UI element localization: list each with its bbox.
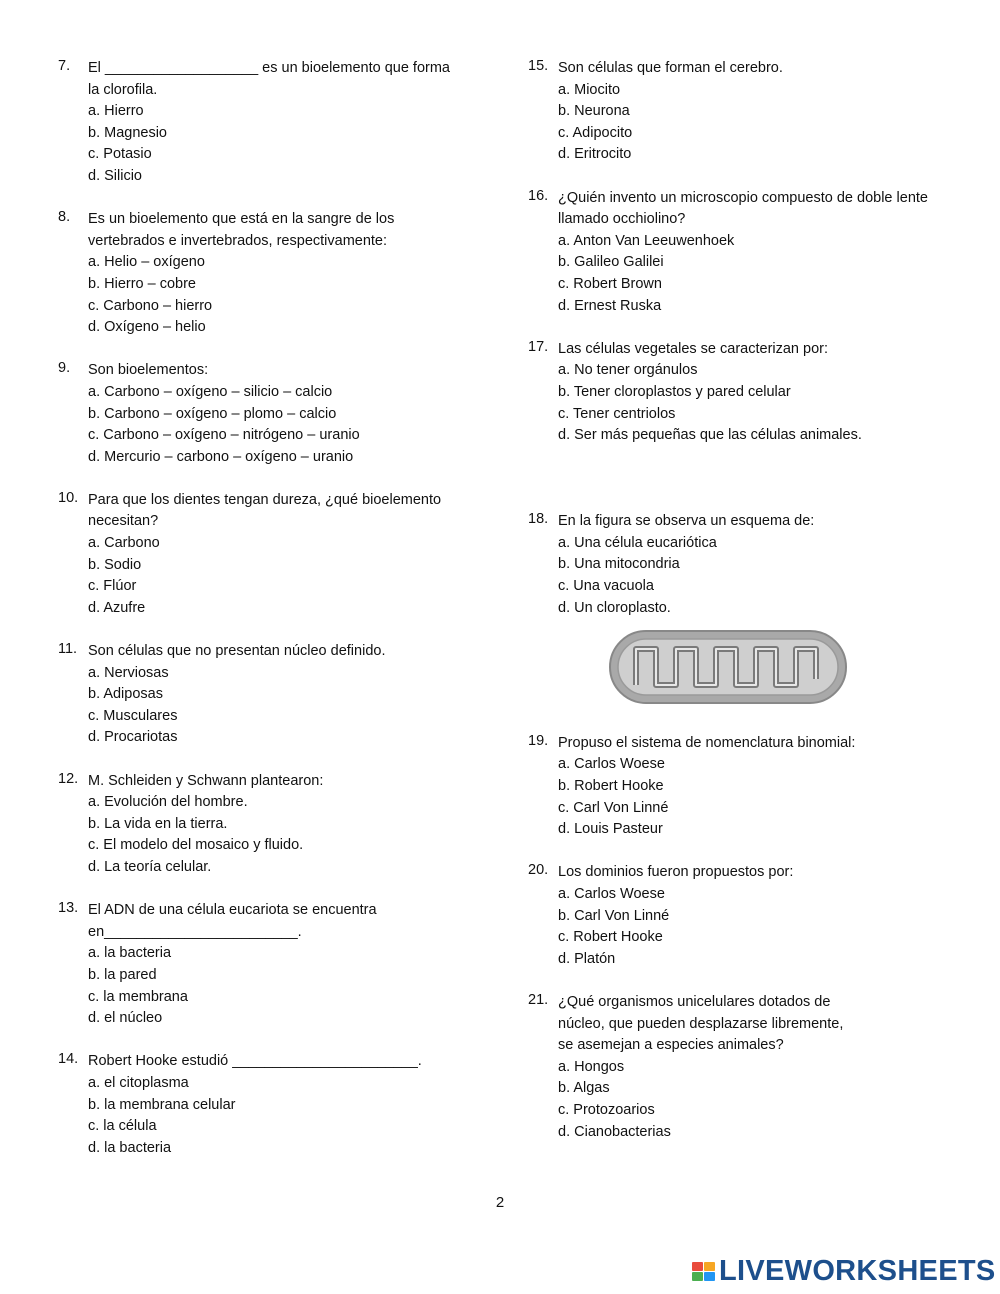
answer-option[interactable]: c. la célula bbox=[88, 1118, 157, 1135]
answer-option[interactable]: d. la bacteria bbox=[88, 1139, 172, 1156]
logo-block bbox=[692, 1262, 703, 1271]
answer-option[interactable]: a. Carlos Woese bbox=[558, 756, 665, 773]
answer-option[interactable]: a. Carbono – oxígeno – silicio – calcio bbox=[88, 383, 333, 400]
question-text: necesitan? bbox=[88, 513, 159, 530]
left-column bbox=[58, 58, 478, 1159]
answer-option[interactable]: d. La teoría celular. bbox=[88, 858, 212, 875]
answer-option[interactable]: c. Protozoarios bbox=[558, 1101, 655, 1118]
answer-option[interactable]: b. Hierro – cobre bbox=[88, 275, 196, 292]
answer-option[interactable]: d. Oxígeno – helio bbox=[88, 319, 206, 336]
question-19 bbox=[528, 733, 968, 841]
answer-option[interactable]: d. Eritrocito bbox=[558, 146, 632, 163]
answer-option[interactable]: c. Carbono – oxígeno – nitrógeno – uranio bbox=[88, 427, 360, 444]
question-number: 8. bbox=[58, 209, 71, 226]
question-10 bbox=[58, 490, 478, 620]
answer-option[interactable]: b. la pared bbox=[88, 966, 157, 983]
question-number: 10. bbox=[58, 489, 79, 506]
answer-option[interactable]: a. Evolución del hombre. bbox=[88, 794, 248, 811]
question-text: M. Schleiden y Schwann plantearon: bbox=[88, 772, 324, 789]
answer-option[interactable]: b. Neurona bbox=[558, 103, 630, 120]
question-text: Es un bioelemento que está en la sangre de los bbox=[88, 211, 395, 228]
page-number: 2 bbox=[495, 1194, 505, 1211]
question-16 bbox=[528, 188, 968, 318]
answer-option[interactable]: a. la bacteria bbox=[88, 945, 172, 962]
logo-block bbox=[704, 1272, 715, 1281]
answer-option[interactable]: b. Algas bbox=[558, 1080, 610, 1097]
question-text: Las células vegetales se caracterizan por: bbox=[558, 340, 829, 357]
question-number: 16. bbox=[528, 187, 549, 204]
answer-option[interactable]: b. Sodio bbox=[88, 556, 142, 573]
question-text: Para que los dientes tengan dureza, ¿qué bioelemento bbox=[88, 491, 442, 508]
question-18 bbox=[528, 511, 968, 711]
question-text: El ADN de una célula eucariota se encuentra bbox=[88, 902, 377, 919]
question-text: El ___________________ es un bioelemento que forma bbox=[88, 60, 450, 76]
liveworksheets-logo[interactable] bbox=[692, 1255, 996, 1288]
question-text: Propuso el sistema de nomenclatura binomial: bbox=[558, 734, 856, 751]
answer-option[interactable]: b. Adiposas bbox=[88, 686, 163, 703]
question-text: Los dominios fueron propuestos por: bbox=[558, 864, 794, 881]
question-text: la clorofila. bbox=[88, 81, 158, 98]
answer-option[interactable]: d. el núcleo bbox=[88, 1010, 163, 1027]
question-20 bbox=[528, 862, 968, 970]
answer-option[interactable]: c. Adipocito bbox=[558, 124, 633, 141]
right-column bbox=[528, 58, 968, 1143]
question-number: 15. bbox=[528, 58, 549, 74]
question-number: 20. bbox=[528, 862, 549, 879]
question-number: 11. bbox=[58, 641, 78, 658]
answer-option[interactable]: a. Hierro bbox=[88, 103, 144, 120]
answer-option[interactable]: a. Una célula eucariótica bbox=[558, 534, 717, 551]
answer-option[interactable]: d. Silicio bbox=[88, 167, 142, 184]
answer-option[interactable]: a. Helio – oxígeno bbox=[88, 254, 205, 271]
question-number: 21. bbox=[528, 991, 549, 1008]
question-7 bbox=[58, 58, 478, 188]
question-14 bbox=[58, 1051, 478, 1159]
answer-option[interactable]: c. la membrana bbox=[88, 988, 188, 1005]
question-text: en________________________. bbox=[88, 923, 302, 940]
answer-option[interactable]: c. Tener centriolos bbox=[558, 405, 676, 422]
answer-option[interactable]: a. Miocito bbox=[558, 81, 621, 98]
logo-block bbox=[704, 1262, 715, 1271]
question-number: 7. bbox=[58, 58, 71, 74]
answer-option[interactable]: c. Robert Hooke bbox=[558, 929, 663, 946]
answer-option[interactable]: a. Anton Van Leeuwenhoek bbox=[558, 232, 735, 249]
answer-option[interactable]: d. Platón bbox=[558, 950, 616, 967]
answer-option[interactable]: a. Nerviosas bbox=[88, 664, 169, 681]
logo-blocks-icon bbox=[692, 1262, 715, 1281]
question-text: vertebrados e invertebrados, respectivamente: bbox=[88, 232, 388, 249]
answer-option[interactable]: b. Robert Hooke bbox=[558, 778, 664, 795]
answer-option[interactable]: c. Una vacuola bbox=[558, 578, 654, 595]
answer-option[interactable]: d. Un cloroplasto. bbox=[558, 599, 671, 616]
question-12 bbox=[58, 771, 478, 879]
question-text: se asemejan a especies animales? bbox=[558, 1037, 784, 1054]
answer-option[interactable]: c. Robert Brown bbox=[558, 275, 662, 292]
question-text: En la figura se observa un esquema de: bbox=[558, 513, 815, 530]
question-text: llamado occhiolino? bbox=[558, 211, 686, 228]
question-number: 12. bbox=[58, 770, 79, 787]
answer-option[interactable]: d. Cianobacterias bbox=[558, 1123, 671, 1140]
question-8 bbox=[58, 209, 478, 339]
answer-option[interactable]: a. Carlos Woese bbox=[558, 886, 665, 902]
answer-option[interactable]: a. Hongos bbox=[558, 1058, 625, 1075]
question-21 bbox=[528, 992, 968, 1143]
answer-option[interactable]: b. Galileo Galilei bbox=[558, 254, 664, 271]
question-number: 13. bbox=[58, 900, 79, 917]
answer-option[interactable]: c. Potasio bbox=[88, 146, 152, 163]
answer-option[interactable]: a. Carbono bbox=[88, 535, 160, 552]
question-text: núcleo, que pueden desplazarse libremente, bbox=[558, 1015, 844, 1032]
answer-option[interactable]: c. Musculares bbox=[88, 707, 178, 724]
answer-option[interactable]: d. Mercurio – carbono – oxígeno – uranio bbox=[88, 448, 354, 465]
mitochondrion-figure bbox=[608, 627, 848, 707]
question-number: 19. bbox=[528, 732, 549, 749]
answer-option[interactable]: b. Magnesio bbox=[88, 124, 167, 141]
question-number: 17. bbox=[528, 338, 549, 355]
question-number: 14. bbox=[58, 1051, 79, 1068]
question-text: ¿Quién invento un microscopio compuesto de doble lente bbox=[558, 189, 928, 206]
answer-option[interactable]: c. Carl Von Linné bbox=[558, 799, 669, 816]
question-text: Son bioelementos: bbox=[88, 362, 209, 379]
answer-option[interactable]: c. El modelo del mosaico y fluido. bbox=[88, 837, 304, 854]
question-text: Son células que no presentan núcleo definido. bbox=[88, 643, 386, 660]
answer-option[interactable]: b. Carl Von Linné bbox=[558, 907, 670, 924]
answer-option[interactable]: b. la membrana celular bbox=[88, 1096, 236, 1113]
answer-option[interactable]: d. Azufre bbox=[88, 599, 146, 616]
question-15 bbox=[528, 58, 968, 166]
question-text: Robert Hooke estudió _______________________. bbox=[88, 1053, 422, 1070]
answer-option[interactable]: b. Carbono – oxígeno – plomo – calcio bbox=[88, 405, 337, 422]
question-number: 18. bbox=[528, 511, 549, 528]
answer-option[interactable]: d. Ernest Ruska bbox=[558, 297, 662, 314]
question-9 bbox=[58, 360, 478, 468]
question-11 bbox=[58, 641, 478, 749]
question-13 bbox=[58, 900, 478, 1030]
answer-option[interactable]: b. La vida en la tierra. bbox=[88, 815, 228, 832]
answer-option[interactable]: b. Una mitocondria bbox=[558, 556, 680, 573]
answer-option[interactable]: d. Louis Pasteur bbox=[558, 821, 663, 838]
answer-option[interactable]: d. Procariotas bbox=[88, 729, 178, 746]
question-text: Son células que forman el cerebro. bbox=[558, 60, 783, 76]
answer-option[interactable]: a. No tener orgánulos bbox=[558, 362, 698, 379]
question-text: ¿Qué organismos unicelulares dotados de bbox=[558, 993, 831, 1010]
answer-option[interactable]: b. Tener cloroplastos y pared celular bbox=[558, 383, 791, 400]
answer-option[interactable]: d. Ser más pequeñas que las células animales. bbox=[558, 427, 862, 444]
answer-option[interactable]: a. el citoplasma bbox=[88, 1074, 189, 1091]
logo-block bbox=[692, 1272, 703, 1281]
answer-option[interactable]: c. Flúor bbox=[88, 578, 137, 595]
answer-option[interactable]: c. Carbono – hierro bbox=[88, 297, 213, 314]
question-17 bbox=[528, 339, 968, 447]
logo-text: LIVEWORKSHEETS bbox=[719, 1255, 996, 1287]
question-number: 9. bbox=[58, 360, 71, 377]
